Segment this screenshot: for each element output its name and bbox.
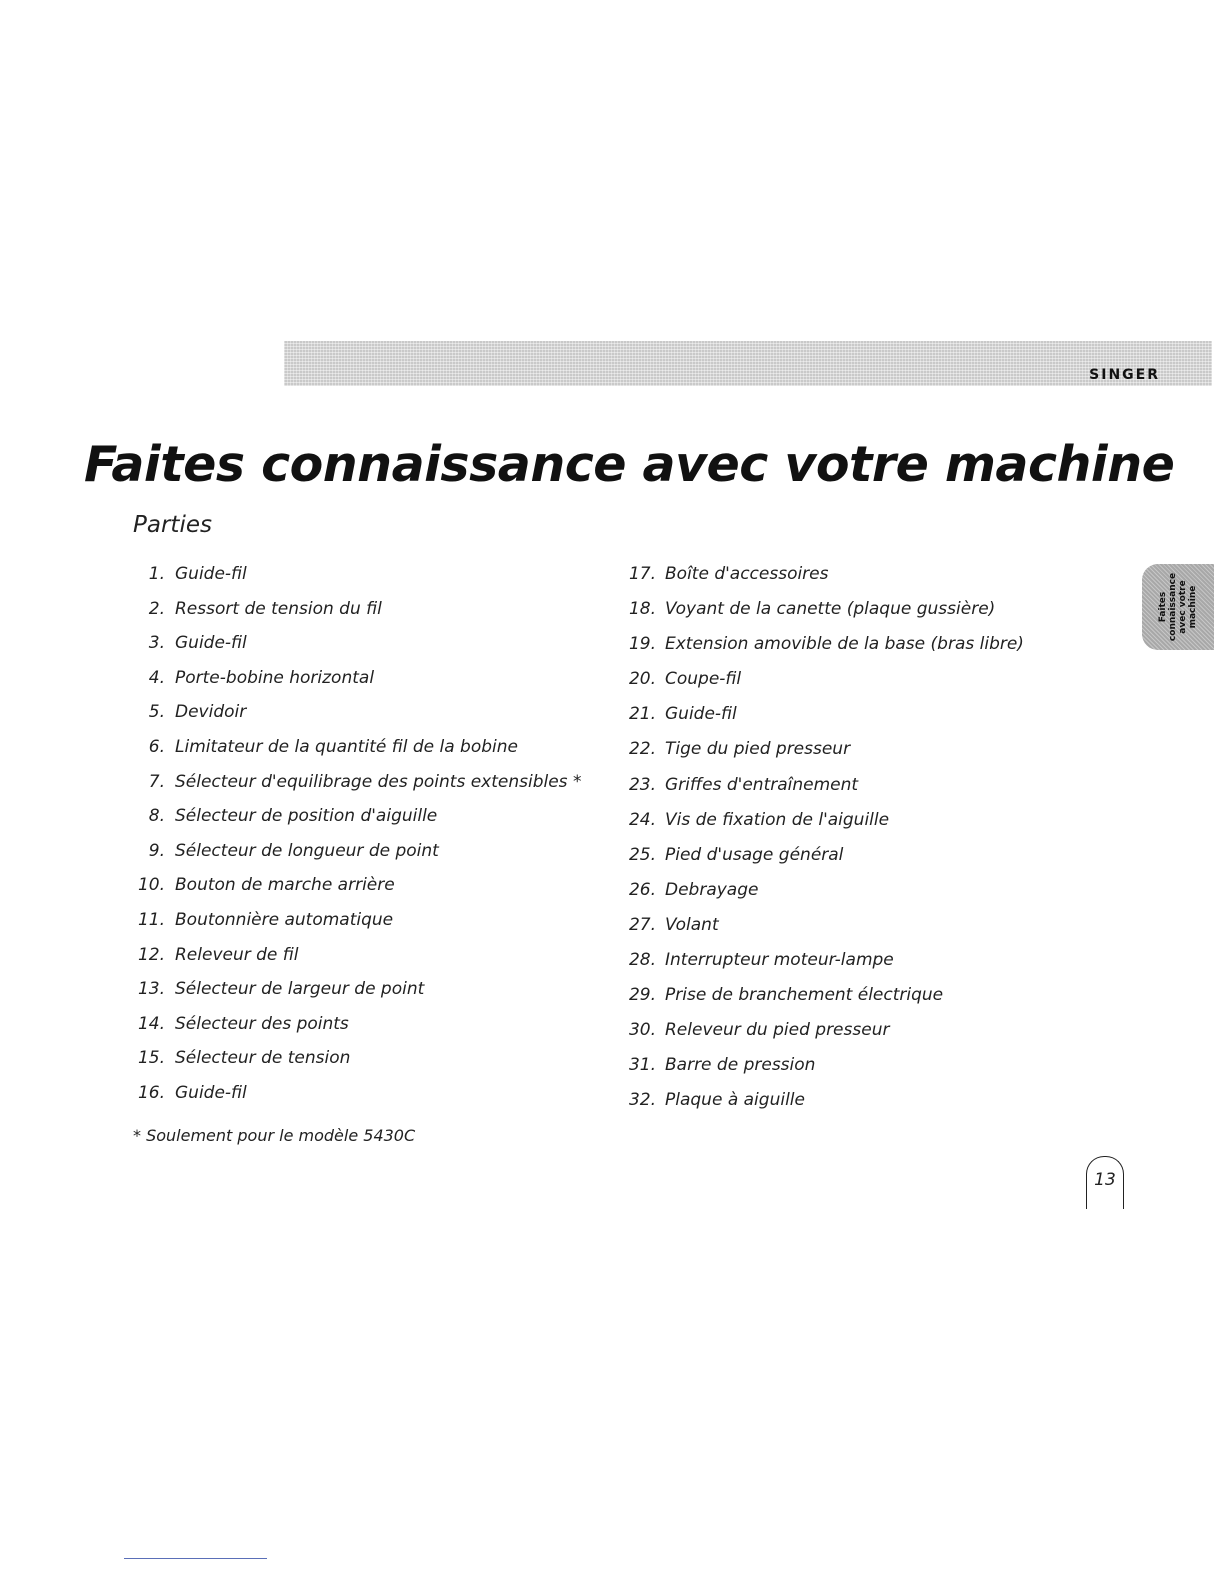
item-number: 20. <box>628 669 656 690</box>
footnote: * Soulement pour le modèle 5430C <box>133 1126 416 1145</box>
item-number: 22. <box>628 739 656 760</box>
list-item <box>610 732 1024 767</box>
list-item <box>120 626 581 661</box>
item-text: Limitateur de la quantité fil de la bobine <box>175 736 518 757</box>
item-text: Bouton de marche arrière <box>175 875 395 896</box>
item-text: Sélecteur de largeur de point <box>175 979 425 1000</box>
item-number: 25. <box>628 844 656 865</box>
list-item <box>610 943 1024 978</box>
list-item <box>610 697 1024 732</box>
item-text: Tige du pied presseur <box>665 739 851 760</box>
item-number: 18. <box>628 599 656 620</box>
header-band <box>284 341 1212 386</box>
item-text: Boîte d'accessoires <box>665 564 829 584</box>
list-item <box>120 1007 581 1042</box>
list-item <box>120 903 581 938</box>
list-item <box>120 834 581 869</box>
list-item <box>120 557 581 592</box>
item-text: Debrayage <box>665 879 759 900</box>
side-tab-line: connaissance <box>1168 572 1178 642</box>
item-number: 7. <box>148 771 165 792</box>
list-item <box>610 557 1024 592</box>
list-item <box>610 627 1024 662</box>
list-item <box>120 1041 581 1076</box>
brand-name: SINGER <box>1089 367 1160 383</box>
item-text: Releveur de fil <box>175 944 299 965</box>
bottom-divider <box>124 1558 267 1559</box>
list-item <box>610 803 1024 838</box>
item-text: Guide-fil <box>175 564 247 584</box>
list-item <box>610 1048 1024 1083</box>
item-text: Griffes d'entraînement <box>665 774 859 795</box>
list-item <box>120 765 581 800</box>
item-text: Prise de branchement électrique <box>665 985 944 1006</box>
item-number: 4. <box>148 667 165 688</box>
item-text: Guide-fil <box>175 633 247 654</box>
list-item <box>120 661 581 696</box>
item-number: 29. <box>628 985 656 1006</box>
item-number: 15. <box>137 1048 165 1069</box>
item-number: 12. <box>137 944 165 965</box>
item-text: Pied d'usage général <box>665 844 844 865</box>
item-number: 24. <box>628 809 656 830</box>
item-number: 8. <box>148 806 165 827</box>
item-number: 16. <box>137 1082 165 1103</box>
item-number: 23. <box>628 774 656 795</box>
item-number: 14. <box>137 1013 165 1034</box>
item-number: 3. <box>148 633 165 654</box>
item-text: Sélecteur de tension <box>175 1048 351 1069</box>
list-item <box>120 695 581 730</box>
item-text: Barre de pression <box>665 1055 816 1076</box>
list-item <box>610 768 1024 803</box>
item-text: Ressort de tension du fil <box>175 598 382 619</box>
item-text: Releveur du pied presseur <box>665 1020 890 1041</box>
item-number: 6. <box>148 736 165 757</box>
side-tab-label <box>1158 573 1198 641</box>
chapter-side-tab <box>1142 564 1214 650</box>
list-item <box>610 1013 1024 1048</box>
item-number: 28. <box>628 950 656 971</box>
item-number: 5. <box>148 702 165 723</box>
item-text: Sélecteur des points <box>175 1013 349 1034</box>
item-number: 32. <box>628 1090 656 1111</box>
item-text: Sélecteur d'equilibrage des points extensibles * <box>175 771 582 792</box>
list-item <box>610 838 1024 873</box>
list-item <box>120 1076 581 1111</box>
item-text: Volant <box>665 914 719 935</box>
item-number: 19. <box>628 634 656 655</box>
item-number: 27. <box>628 914 656 935</box>
side-tab-line: Faites <box>1158 591 1168 623</box>
list-item <box>120 938 581 973</box>
item-number: 11. <box>137 909 165 930</box>
list-item <box>610 592 1024 627</box>
side-tab-line: avec votre <box>1178 580 1188 634</box>
item-text: Interrupteur moteur-lampe <box>665 950 894 971</box>
list-item <box>120 868 581 903</box>
item-number: 13. <box>137 979 165 1000</box>
item-text: Devidoir <box>175 702 247 723</box>
parts-list-right <box>610 557 1024 1119</box>
list-item <box>610 908 1024 943</box>
item-text: Sélecteur de position d'aiguille <box>175 806 438 827</box>
page-title: Faites connaissance avec votre machine <box>84 436 1175 493</box>
list-item <box>610 1083 1024 1118</box>
list-item <box>610 978 1024 1013</box>
item-text: Porte-bobine horizontal <box>175 667 375 688</box>
list-item <box>120 799 581 834</box>
item-number: 9. <box>148 840 165 861</box>
item-text: Plaque à aiguille <box>665 1090 805 1111</box>
item-text: Guide-fil <box>665 704 737 725</box>
list-item <box>610 873 1024 908</box>
item-text: Coupe-fil <box>665 669 742 690</box>
item-number: 1. <box>148 564 165 584</box>
list-item <box>120 972 581 1007</box>
item-text: Sélecteur de longueur de point <box>175 840 439 861</box>
item-number: 30. <box>628 1020 656 1041</box>
list-item <box>610 662 1024 697</box>
item-number: 10. <box>137 875 165 896</box>
item-text: Boutonnière automatique <box>175 909 394 930</box>
item-number: 21. <box>628 704 656 725</box>
item-text: Voyant de la canette (plaque gussière) <box>665 599 996 620</box>
page-number: 13 <box>1086 1156 1124 1209</box>
side-tab-line: machine <box>1188 585 1198 629</box>
item-number: 31. <box>628 1055 656 1076</box>
item-text: Vis de fixation de l'aiguille <box>665 809 890 830</box>
section-title: Parties <box>133 512 212 538</box>
list-item <box>120 730 581 765</box>
parts-list-left <box>120 557 581 1111</box>
item-number: 2. <box>148 598 165 619</box>
item-number: 26. <box>628 879 656 900</box>
item-text: Extension amovible de la base (bras libre) <box>665 634 1024 655</box>
list-item <box>120 592 581 627</box>
item-text: Guide-fil <box>175 1082 247 1103</box>
item-number: 17. <box>628 564 656 584</box>
